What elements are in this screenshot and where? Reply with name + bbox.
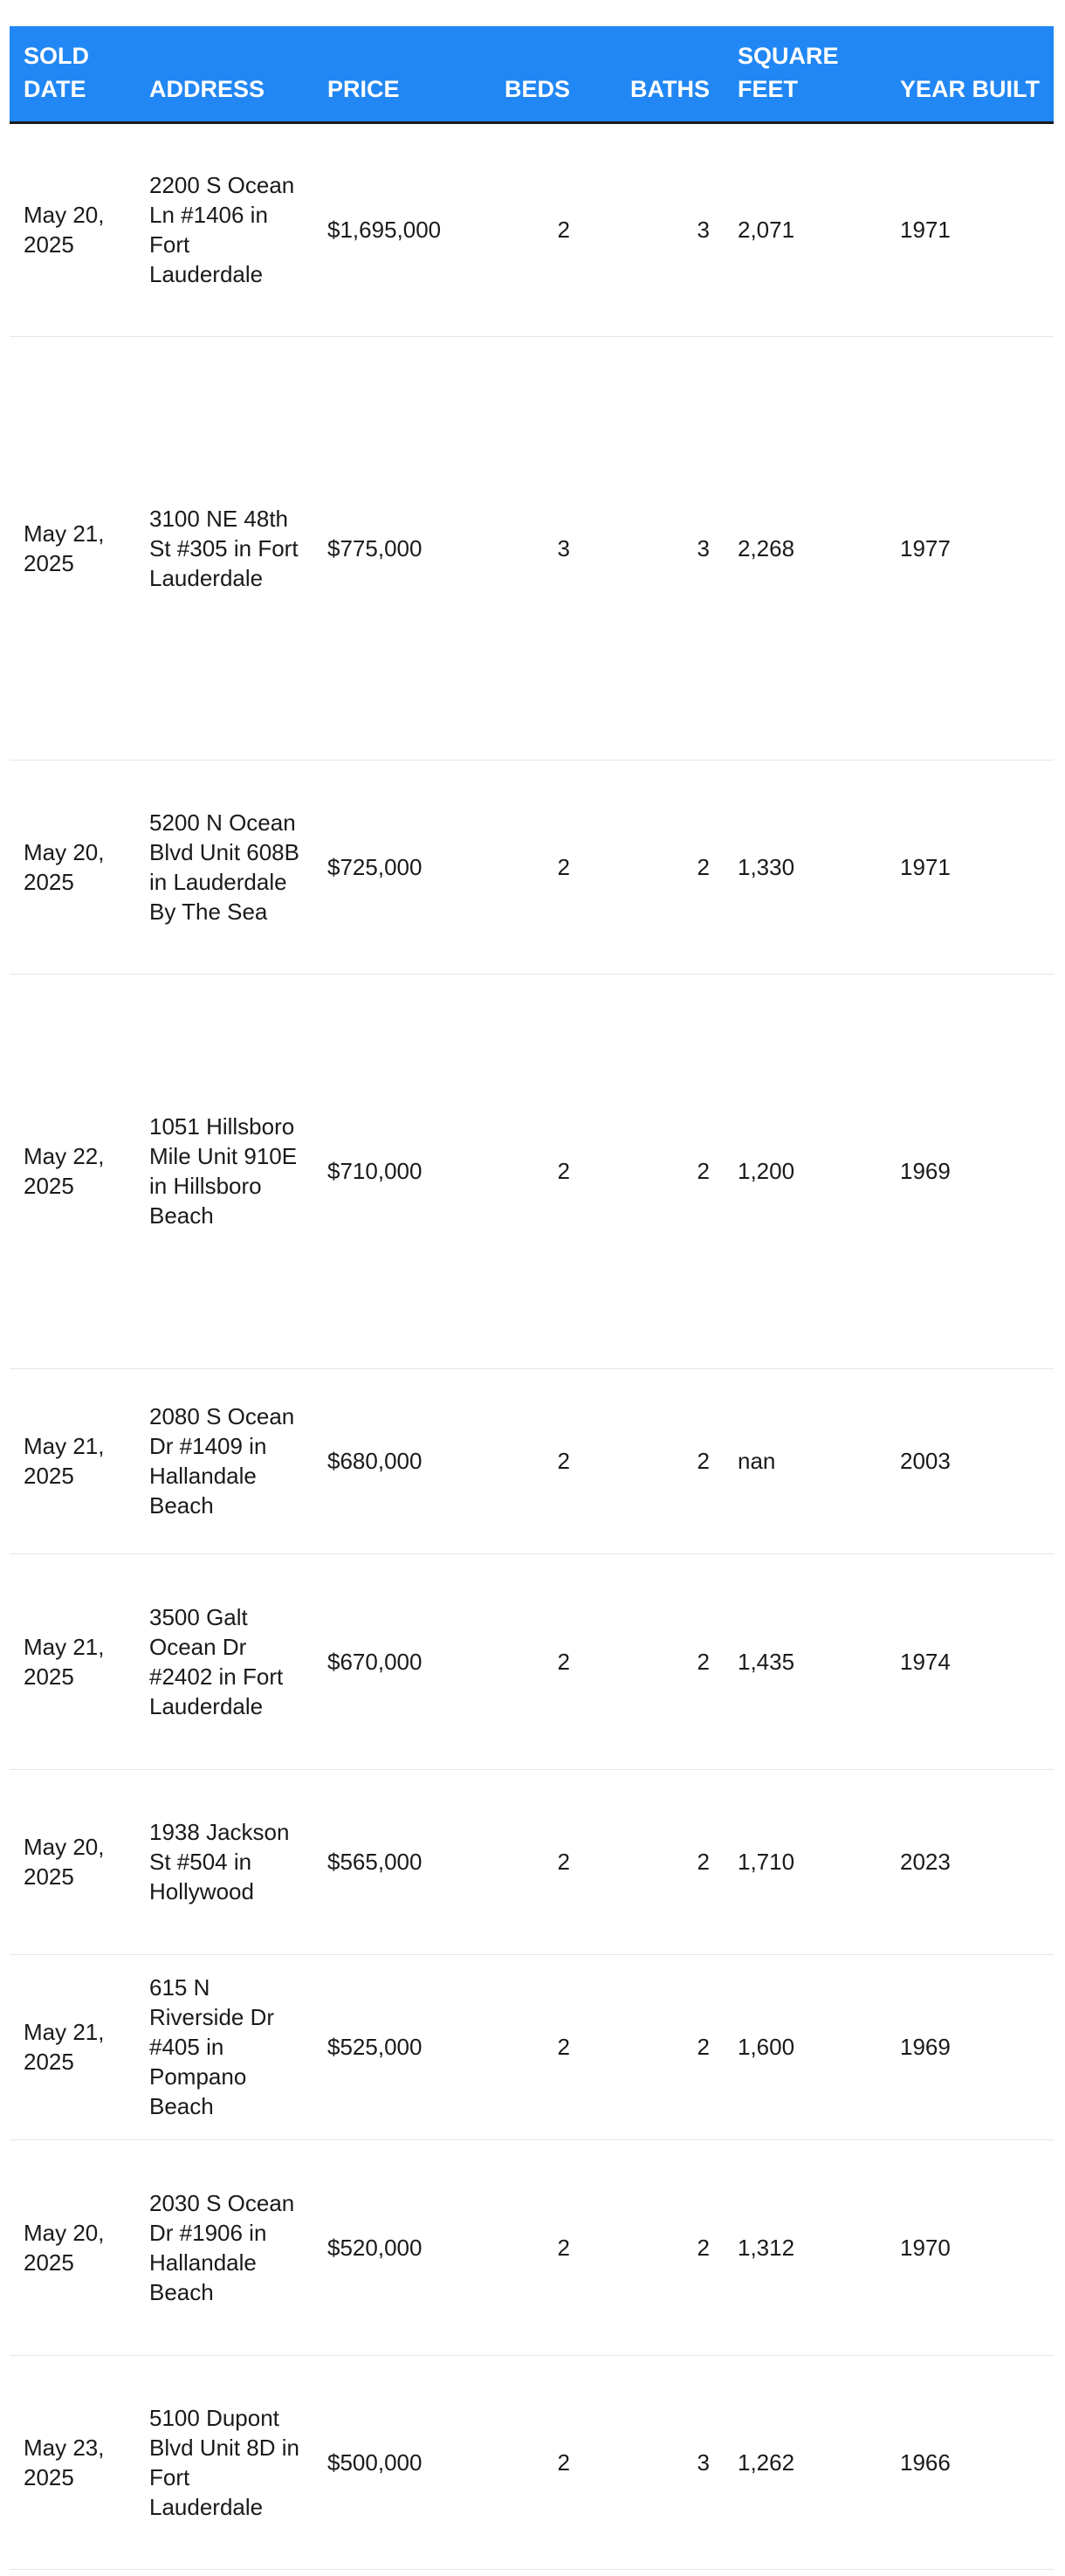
baths-cell: 3 (584, 336, 724, 760)
year-built-cell: 1969 (886, 1954, 1054, 2139)
baths-cell: 2 (584, 2139, 724, 2355)
sold-date-cell: May 21, 2025 (10, 336, 135, 760)
square-feet-cell: 1,435 (724, 1553, 886, 1769)
table-row (10, 2139, 1054, 2355)
sales-table-container (10, 26, 1054, 2570)
beds-cell: 2 (488, 122, 584, 336)
address-cell: 1938 Jackson St #504 in Hollywood (135, 1769, 313, 1954)
sold-date-cell: May 20, 2025 (10, 1769, 135, 1954)
beds-cell: 2 (488, 1368, 584, 1553)
table-row (10, 336, 1054, 760)
address-cell: 5100 Dupont Blvd Unit 8D in Fort Lauderdale (135, 2355, 313, 2569)
square-feet-cell: 2,268 (724, 336, 886, 760)
beds-cell: 2 (488, 1954, 584, 2139)
column-header-address[interactable]: ADDRESS (135, 26, 313, 122)
price-cell: $500,000 (313, 2355, 488, 2569)
square-feet-cell: 1,312 (724, 2139, 886, 2355)
table-row (10, 974, 1054, 1368)
baths-cell: 2 (584, 1769, 724, 1954)
year-built-cell: 1969 (886, 974, 1054, 1368)
price-cell: $565,000 (313, 1769, 488, 1954)
square-feet-cell: 1,600 (724, 1954, 886, 2139)
price-cell: $710,000 (313, 974, 488, 1368)
baths-cell: 2 (584, 1553, 724, 1769)
table-row (10, 1553, 1054, 1769)
price-cell: $525,000 (313, 1954, 488, 2139)
year-built-cell: 1971 (886, 122, 1054, 336)
address-cell: 3100 NE 48th St #305 in Fort Lauderdale (135, 336, 313, 760)
year-built-cell: 1970 (886, 2139, 1054, 2355)
table-body (10, 122, 1054, 2569)
table-header (10, 26, 1054, 122)
address-cell: 2080 S Ocean Dr #1409 in Hallandale Beach (135, 1368, 313, 1553)
column-header-sold-date[interactable]: SOLD DATE (10, 26, 135, 122)
price-cell: $670,000 (313, 1553, 488, 1769)
column-header-beds[interactable]: BEDS (488, 26, 584, 122)
year-built-cell: 1971 (886, 760, 1054, 974)
baths-cell: 2 (584, 760, 724, 974)
sold-date-cell: May 20, 2025 (10, 2139, 135, 2355)
beds-cell: 2 (488, 1553, 584, 1769)
beds-cell: 2 (488, 760, 584, 974)
column-header-price[interactable]: PRICE (313, 26, 488, 122)
column-header-square-feet[interactable]: SQUARE FEET (724, 26, 886, 122)
price-cell: $520,000 (313, 2139, 488, 2355)
sold-date-cell: May 20, 2025 (10, 122, 135, 336)
baths-cell: 3 (584, 2355, 724, 2569)
square-feet-cell: nan (724, 1368, 886, 1553)
price-cell: $1,695,000 (313, 122, 488, 336)
year-built-cell: 2023 (886, 1769, 1054, 1954)
price-cell: $775,000 (313, 336, 488, 760)
address-cell: 1051 Hillsboro Mile Unit 910E in Hillsboro Beach (135, 974, 313, 1368)
square-feet-cell: 1,200 (724, 974, 886, 1368)
year-built-cell: 2003 (886, 1368, 1054, 1553)
square-feet-cell: 1,262 (724, 2355, 886, 2569)
price-cell: $680,000 (313, 1368, 488, 1553)
sold-date-cell: May 21, 2025 (10, 1553, 135, 1769)
address-cell: 3500 Galt Ocean Dr #2402 in Fort Lauderdale (135, 1553, 313, 1769)
address-cell: 2200 S Ocean Ln #1406 in Fort Lauderdale (135, 122, 313, 336)
sold-date-cell: May 20, 2025 (10, 760, 135, 974)
recent-sales-table (10, 26, 1054, 2570)
baths-cell: 2 (584, 1954, 724, 2139)
beds-cell: 2 (488, 2355, 584, 2569)
baths-cell: 2 (584, 1368, 724, 1553)
beds-cell: 2 (488, 2139, 584, 2355)
year-built-cell: 1977 (886, 336, 1054, 760)
column-header-baths[interactable]: BATHS (584, 26, 724, 122)
table-row (10, 1954, 1054, 2139)
sold-date-cell: May 23, 2025 (10, 2355, 135, 2569)
address-cell: 5200 N Ocean Blvd Unit 608B in Lauderdale By The Sea (135, 760, 313, 974)
beds-cell: 2 (488, 974, 584, 1368)
address-cell: 615 N Riverside Dr #405 in Pompano Beach (135, 1954, 313, 2139)
column-header-year-built[interactable]: YEAR BUILT (886, 26, 1054, 122)
baths-cell: 2 (584, 974, 724, 1368)
header-row (10, 26, 1054, 122)
address-cell: 2030 S Ocean Dr #1906 in Hallandale Beach (135, 2139, 313, 2355)
year-built-cell: 1974 (886, 1553, 1054, 1769)
square-feet-cell: 2,071 (724, 122, 886, 336)
baths-cell: 3 (584, 122, 724, 336)
square-feet-cell: 1,330 (724, 760, 886, 974)
price-cell: $725,000 (313, 760, 488, 974)
sold-date-cell: May 21, 2025 (10, 1954, 135, 2139)
table-row (10, 1368, 1054, 1553)
beds-cell: 3 (488, 336, 584, 760)
sold-date-cell: May 21, 2025 (10, 1368, 135, 1553)
table-row (10, 2355, 1054, 2569)
table-row (10, 760, 1054, 974)
beds-cell: 2 (488, 1769, 584, 1954)
square-feet-cell: 1,710 (724, 1769, 886, 1954)
table-row (10, 1769, 1054, 1954)
table-row (10, 122, 1054, 336)
sold-date-cell: May 22, 2025 (10, 974, 135, 1368)
year-built-cell: 1966 (886, 2355, 1054, 2569)
